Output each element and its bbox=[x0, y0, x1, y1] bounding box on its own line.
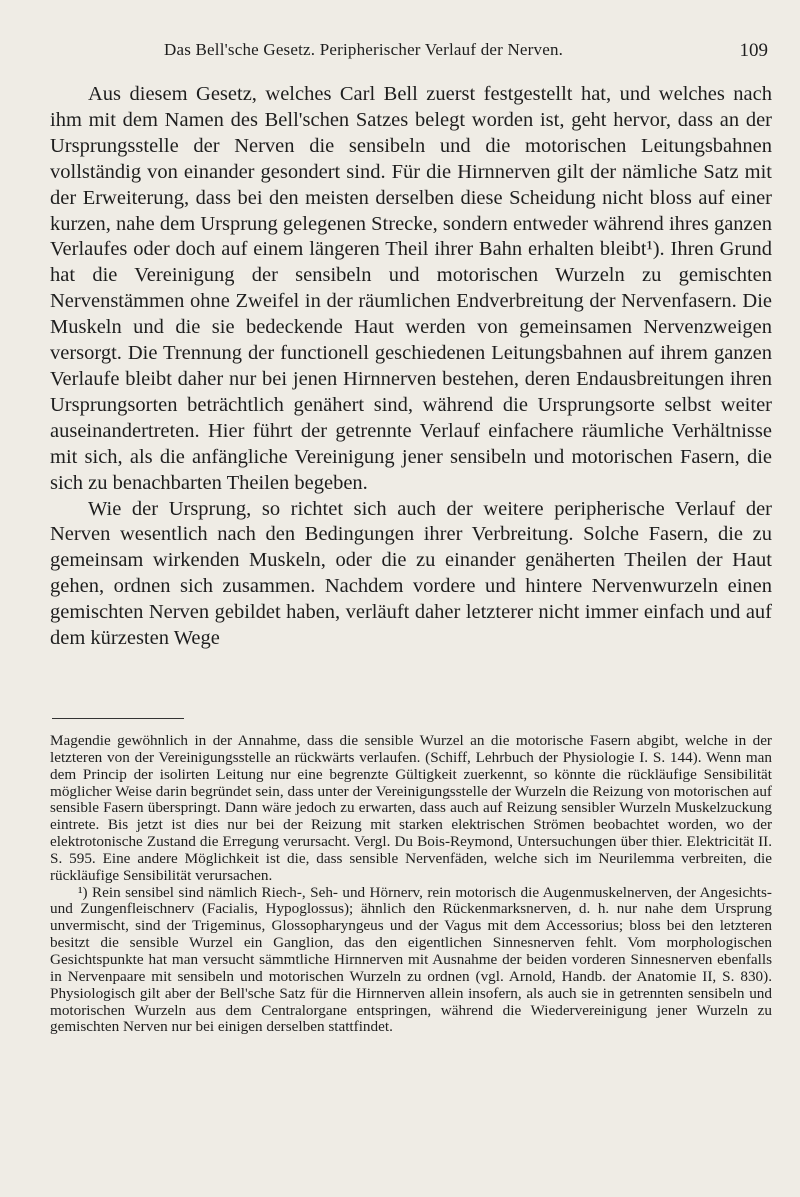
footnote-separator bbox=[52, 718, 184, 719]
footnote-1: ¹) Rein sensibel sind nämlich Riech-, Seh- und Hörnerv, rein motorisch die Augenmuskelnerven, der Angesichts- und Zungenfleischnerv (Facialis, Hypoglossus); ähnlich den Rückenmarksnerven, d. h. nur nahe dem Ursprung unvermischt, sind der Trigeminus, Glossopharyngeus und der Vagus mit dem Accessorius; bloss bei den letzteren besitzt die sensible Wurzel ein Ganglion, das den eigentlichen Sinnesnerven fehlt. Vom morphologischen Gesichtspunkte hat man versucht sämmtliche Hirnnerven mit Ausnahme der beiden vorderen Sinnesnerven ebenfalls in Nervenpaare mit sensibeln und motorischen Wurzeln zu ordnen (vgl. Arnold, Handb. der Anatomie II, S. 830). Physiologisch gilt aber der Bell'sche Satz für die Hirnnerven allein insofern, als auch sie in getrennten sensibeln und motorischen Wurzeln aus dem Centralorgane entspringen, während die Wiedervereinigung jener Wurzeln zu gemischten Nerven nur bei einigen derselben stattfindet. bbox=[50, 883, 772, 1036]
body-paragraph: Wie der Ursprung, so richtet sich auch der weitere peripherische Verlauf der Nerven wesentlich nach den Bedingungen ihrer Verbreitung. Solche Fasern, die zu gemeinsam wirkenden Muskeln, oder die zu einander genäherten Theilen der Haut gehen, ordnen sich zusammen. Nachdem vordere und hintere Nervenwurzeln einen gemischten Nerven gebildet haben, verläuft daher letzterer nicht immer einfach und auf dem kürzesten Wege bbox=[50, 497, 772, 650]
footnotes bbox=[50, 733, 772, 1036]
body-paragraph: Aus diesem Gesetz, welches Carl Bell zuerst festgestellt hat, und welches nach ihm mit dem Namen des Bell'schen Satzes belegt worden ist, geht hervor, dass an der Ursprungsstelle der Nerven die sensibeln und die motorischen Leitungsbahnen vollständig von einander gesondert sind. Für die Hirnnerven gilt der nämliche Satz mit der Erweiterung, dass bei den meisten derselben diese Scheidung nicht bloss auf einer kurzen, nahe dem Ursprung gelegenen Strecke, sondern entweder während ihres ganzen Verlaufes oder doch auf einem längeren Theil ihrer Bahn erhalten bleibt¹). Ihren Grund hat die Vereinigung der sensibeln und motorischen Wurzeln zu gemischten Nervenstämmen ohne Zweifel in der räumlichen Endverbreitung der Nervenfasern. Die Muskeln und die sie bedeckende Haut werden von gemeinsamen Nervenzweigen versorgt. Die Trennung der functionell geschiedenen Leitungsbahnen auf ihrem ganzen Verlaufe bleibt daher nur bei jenen Hirnnerven bestehen, deren Endausbreitungen ihren Ursprungsorten beträchtlich genähert sind, während die Ursprungsorte selbst weiter auseinandertreten. Hier führt der getrennte Verlauf einfachere räumliche Verhältnisse mit sich, als die anfängliche Vereinigung jener sensibeln und motorischen Fasern, die sich zu benachbarten Theilen begeben. bbox=[50, 83, 772, 494]
page-header bbox=[52, 40, 768, 66]
main-text bbox=[50, 82, 772, 652]
running-title: Das Bell'sche Gesetz. Peripherischer Verlauf der Nerven. bbox=[164, 40, 564, 59]
page-number: 109 bbox=[739, 40, 768, 61]
footnote-continued: Magendie gewöhnlich in der Annahme, dass die sensible Wurzel an die motorische Fasern abgibt, welche in der letzteren von der Vereinigungsstelle an rückwärts verlaufen. (Schiff, Lehrbuch der Physiologie I. S. 144). Wenn man dem Princip der isolirten Leitung nur eine begrenzte Gültigkeit zuerkennt, so könnte die rückläufige Sensibilität möglicher Weise darin begründet sein, dass unter der Vereinigungsstelle der Wurzeln die Reizung von motorischen auf sensible Fasern überspringt. Dann wäre jedoch zu erwarten, dass auch auf Reizung sensibler Wurzeln Muskelzuckung eintrete. Bis jetzt ist dies nur bei der Reizung mit starken elektrischen Strömen beobachtet worden, wo der elektrotonische Zustand die Erregung verursacht. Vergl. Du Bois-Reymond, Untersuchungen über thier. Elektricität II. S. 595. Eine andere Möglichkeit ist die, dass sensible Nervenfäden, welche sich im Neurilemma verbreiten, die rückläufige Sensibilität verursachen. bbox=[50, 732, 772, 884]
